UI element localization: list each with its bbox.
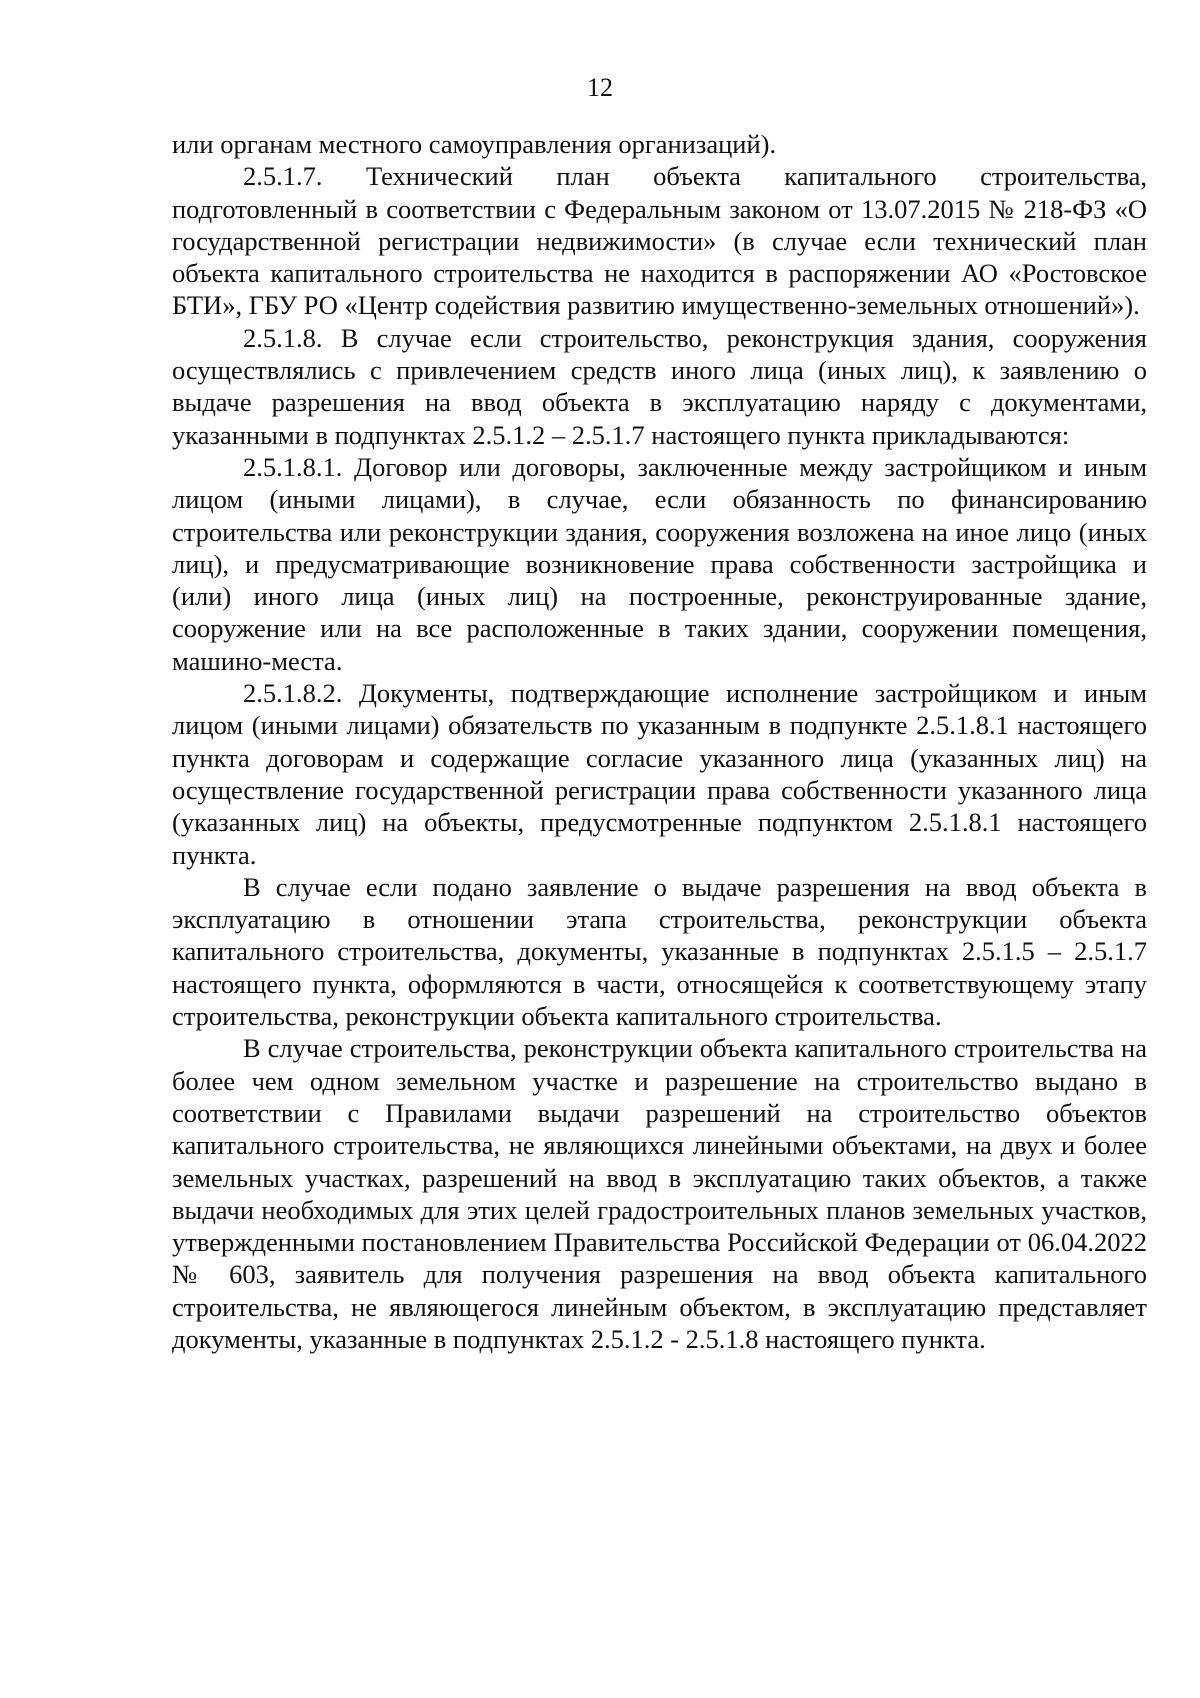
paragraph: 2.5.1.8.2. Документы, подтверждающие исполнение застройщиком и иным лицом (иными лицами) обязательств по указанным в подпункте 2.5.1.8.1 настоящего пункта договорам и содержащие согласие указанного лица (указанных лиц) на осуществление государственной регистрации права собственности указанного лица (указанных лиц) на объекты, предусмотренные подпунктом 2.5.1.8.1 настоящего пункта. — [172, 678, 1147, 870]
paragraph: 2.5.1.7. Технический план объекта капитального строительства, подготовленный в соответствии с Федеральным законом от 13.07.2015 № 218-ФЗ «О государственной регистрации недвижимости» (в случае если технический план объекта капитального строительства не находится в распоряжении АО «Ростовское БТИ», ГБУ РО «Центр содействия развитию имущественно-земельных отношений»). — [172, 161, 1147, 321]
paragraph: 2.5.1.8. В случае если строительство, реконструкция здания, сооружения осуществлялись с привлечением средств иного лица (иных лиц), к заявлению о выдаче разрешения на ввод объекта в эксплуатацию наряду с документами, указанными в подпунктах 2.5.1.2 – 2.5.1.7 настоящего пункта прикладываются: — [172, 322, 1147, 450]
paragraph: В случае строительства, реконструкции объекта капитального строительства на более чем одном земельном участке и разрешение на строительство выдано в соответствии с Правилами выдачи разрешений на строительство объектов капитального строительства, не являющихся линейными объектами, на двух и более земельных участках, разрешений на ввод в эксплуатацию таких объектов, а также выдачи необходимых для этих целей градостроительных планов земельных участков, утвержденными постановлением Правительства Российской Федерации от 06.04.2022 № 603, заявитель для получения разрешения на ввод объекта капитального строительства, не являющегося линейным объектом, в эксплуатацию представляет документы, указанные в подпунктах 2.5.1.2 - 2.5.1.8 настоящего пункта. — [172, 1033, 1147, 1354]
paragraph: В случае если подано заявление о выдаче разрешения на ввод объекта в эксплуатацию в отношении этапа строительства, реконструкции объекта капитального строительства, документы, указанные в подпунктах 2.5.1.5 – 2.5.1.7 настоящего пункта, оформляются в части, относящейся к соответствующему этапу строительства, реконструкции объекта капитального строительства. — [172, 871, 1147, 1032]
page-number: 12 — [587, 73, 613, 102]
document-body — [172, 128, 1147, 1355]
paragraph: 2.5.1.8.1. Договор или договоры, заключенные между застройщиком и иным лицом (иными лицами), в случае, если обязанность по финансированию строительства или реконструкции здания, сооружения возложена на иное лицо (иных лиц), и предусматривающие возникновение права собственности застройщика и (или) иного лица (иных лиц) на построенные, реконструированные здание, сооружение или на все расположенные в таких здании, сооружении помещения, машино-места. — [172, 451, 1147, 676]
paragraph: или органам местного самоуправления организаций). — [172, 129, 777, 159]
